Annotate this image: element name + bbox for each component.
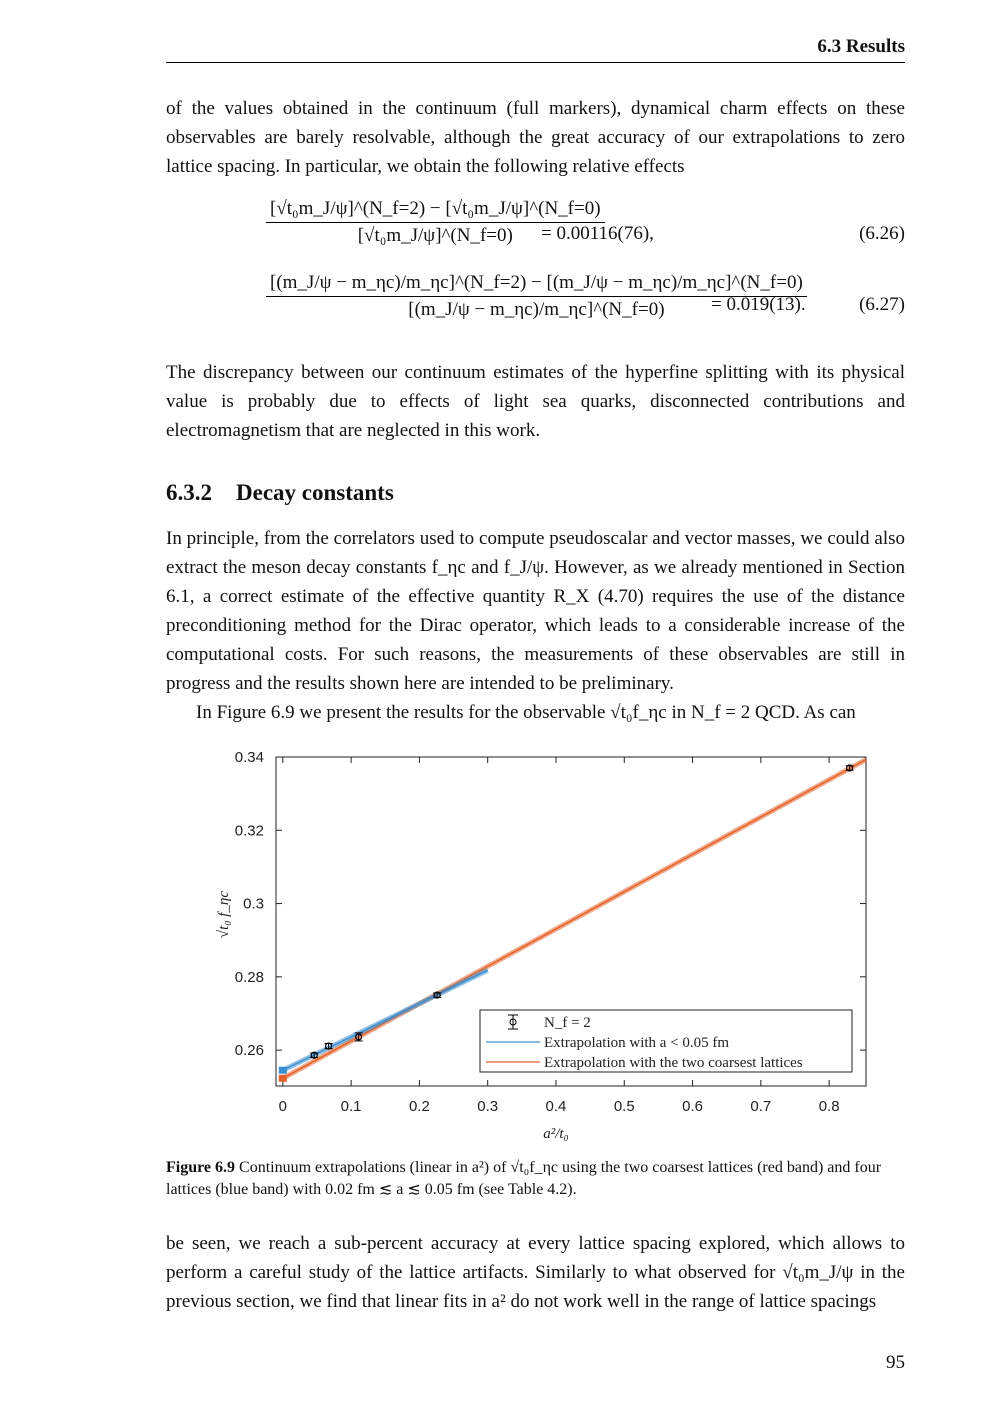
- x-tick-label: 0.4: [545, 1098, 567, 1115]
- legend-label: N_f = 2: [544, 1015, 591, 1031]
- paragraph: be seen, we reach a sub-percent accuracy at every lattice spacing explored, which allows to perform a careful study of the lattice artifacts. Similarly to what observed for √t₀m_J/ψ in the previous section, we find that linear fits in a² do not work well in the range of lattice spacings: [166, 1233, 905, 1312]
- x-tick-label: 0.1: [340, 1098, 362, 1115]
- caption-text: Continuum extrapolations (linear in a²) of √t₀f_ηc using the two coarsest lattices (red band) and four lattices (blue band) with 0.02 fm ≲ a ≲ 0.05 fm (see Table 4.2).: [166, 1159, 882, 1198]
- x-tick-label: 0.7: [750, 1098, 772, 1115]
- x-tick-label: 0: [278, 1098, 288, 1115]
- x-axis-label: a²/t₀: [543, 1126, 569, 1142]
- equation-number: (6.27): [859, 294, 905, 315]
- legend-label: Extrapolation with the two coarsest lattices: [544, 1055, 803, 1071]
- section-heading: [166, 480, 418, 506]
- figure-6-9-chart: [190, 740, 890, 1150]
- x-tick-label: 0.8: [818, 1098, 840, 1115]
- x-tick-label: 0.6: [682, 1098, 703, 1115]
- paragraph: The discrepancy between our continuum estimates of the hyperfine splitting with its physical value is probably due to effects of light sea quarks, disconnected contributions and electromagnetism that are neglected in this work.: [166, 362, 905, 441]
- y-tick-label: 0.3: [243, 895, 264, 913]
- section-title: Decay constants: [236, 480, 394, 505]
- numerator: [(m_J/ψ − m_ηc)/m_ηc]^(N_f=2) − [(m_J/ψ − m_ηc)/m_ηc]^(N_f=0): [266, 272, 807, 297]
- equation-value: = 0.00116(76),: [541, 223, 654, 244]
- equation-6-27: [166, 272, 905, 332]
- y-axis-label: √t₀ f_ηc: [216, 890, 232, 939]
- extrapolation-line: [283, 970, 488, 1070]
- caption-label: Figure 6.9: [166, 1159, 236, 1176]
- y-tick-label: 0.32: [234, 822, 264, 840]
- page-number: 95: [886, 1352, 905, 1373]
- figure-caption: [166, 1157, 905, 1201]
- equation-value: = 0.019(13).: [711, 294, 806, 315]
- denominator: [√t₀m_J/ψ]^(N_f=0): [357, 225, 513, 246]
- continuum-marker: [279, 1075, 287, 1082]
- equation-6-26: [166, 198, 905, 258]
- paragraph: In principle, from the correlators used to compute pseudoscalar and vector masses, we could also extract the meson decay constants f_ηc and f_J/ψ. However, as we already mentioned in Section 6.1, a correct estimate of the effective quantity R_X (4.70) requires the use of the distance preconditioning method for the Dirac operator, which leads to a considerable increase of the computational costs. For such reasons, the measurements of these observables are still in progress and the results shown here are intended to be preliminary.: [166, 528, 905, 694]
- x-tick-label: 0.5: [613, 1098, 635, 1115]
- equation-number: (6.26): [859, 223, 905, 244]
- running-header: 6.3 Results: [166, 36, 905, 63]
- x-tick-label: 0.2: [408, 1098, 430, 1115]
- paragraph: In Figure 6.9 we present the results for the observable √t₀f_ηc in N_f = 2 QCD. As can: [196, 702, 856, 723]
- y-tick-label: 0.34: [234, 749, 264, 766]
- denominator: [(m_J/ψ − m_ηc)/m_ηc]^(N_f=0): [408, 299, 665, 320]
- section-number: 6.3.2: [166, 480, 212, 505]
- continuum-marker: [279, 1067, 287, 1074]
- legend-label: Extrapolation with a < 0.05 fm: [544, 1035, 730, 1051]
- x-tick-label: 0.3: [477, 1098, 499, 1115]
- paragraph: of the values obtained in the continuum (full markers), dynamical charm effects on these observables are barely resolvable, although the great accuracy of our extrapolations to zero lattice spacing. In particular, we obtain the following relative effects: [166, 98, 905, 177]
- y-tick-label: 0.28: [234, 968, 264, 986]
- numerator: [√t₀m_J/ψ]^(N_f=2) − [√t₀m_J/ψ]^(N_f=0): [266, 198, 605, 223]
- y-tick-label: 0.26: [234, 1042, 264, 1060]
